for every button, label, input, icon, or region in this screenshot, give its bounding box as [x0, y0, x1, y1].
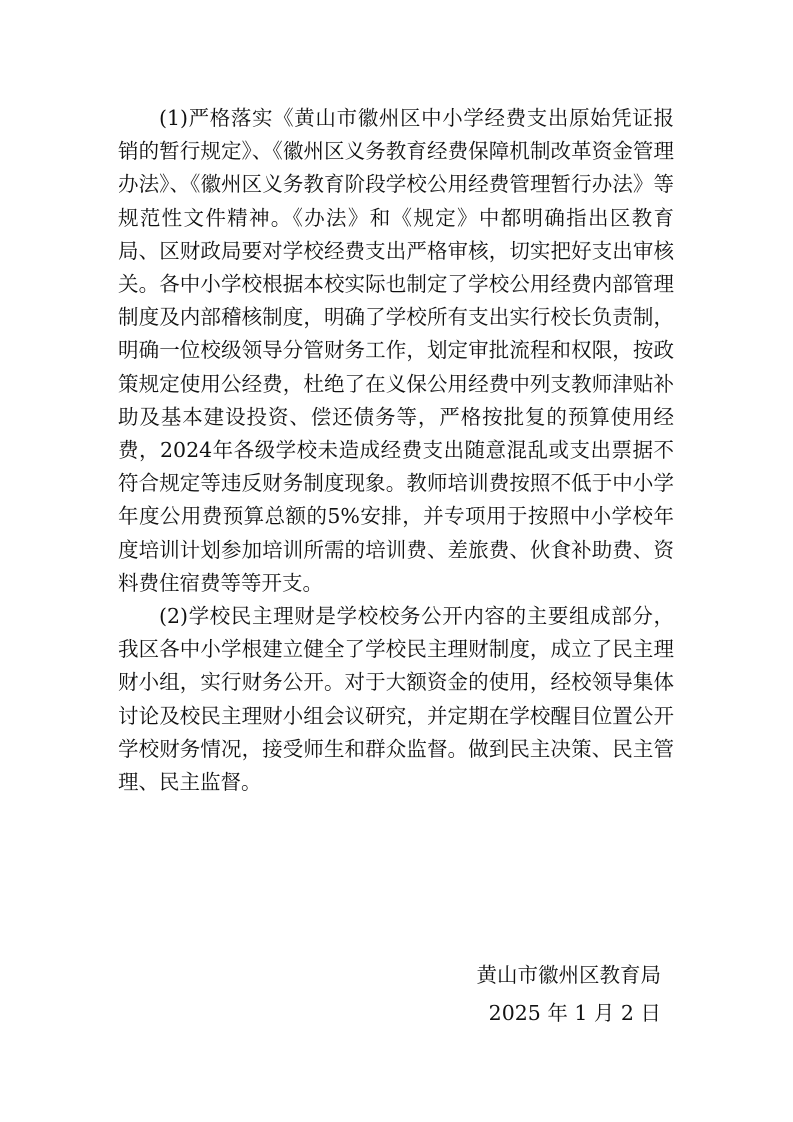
paragraph-2: (2)学校民主理财是学校校务公开内容的主要组成部分，我区各中小学根建立健全了学校民主理财制度，成立了民主理财小组，实行财务公开。对于大额资金的使用，经校领导集体讨论及校民主理财小组会议研究，并定期在学校醒目位置公开学校财务情况，接受师生和群众监督。做到民主决策、民主管理、民主监督。 — [118, 604, 674, 795]
signature-date: 2025 年 1 月 2 日 — [488, 1001, 661, 1025]
signature-organization: 黄山市徽州区教育局 — [476, 963, 661, 987]
signature-block — [477, 956, 662, 1032]
document-body — [118, 102, 674, 799]
paragraph-1: (1)严格落实《黄山市徽州区中小学经费支出原始凭证报销的暂行规定》、《徽州区义务教育经费保障机制改革资金管理办法》、《徽州区义务教育阶段学校公用经费管理暂行办法》等规范性文件精神。《办法》和《规定》中都明确指出区教育局、区财政局要对学校经费支出严格审核，切实把好支出审核关。各中小学校根据本校实际也制定了学校公用经费内部管理制度及内部稽核制度，明确了学校所有支出实行校长负责制，明确一位校级领导分管财务工作，划定审批流程和权限，按政策规定使用公经费，杜绝了在义保公用经费中列支教师津贴补助及基本建设投资、偿还债务等，严格按批复的预算使用经费，2024年各级学校未造成经费支出随意混乱或支出票据不符合规定等违反财务制度现象。教师培训费按照不低于中小学年度公用费预算总额的5%安排，并专项用于按照中小学校年度培训计划参加培训所需的培训费、差旅费、伙食补助费、资料费住宿费等等开支。 — [118, 106, 674, 595]
